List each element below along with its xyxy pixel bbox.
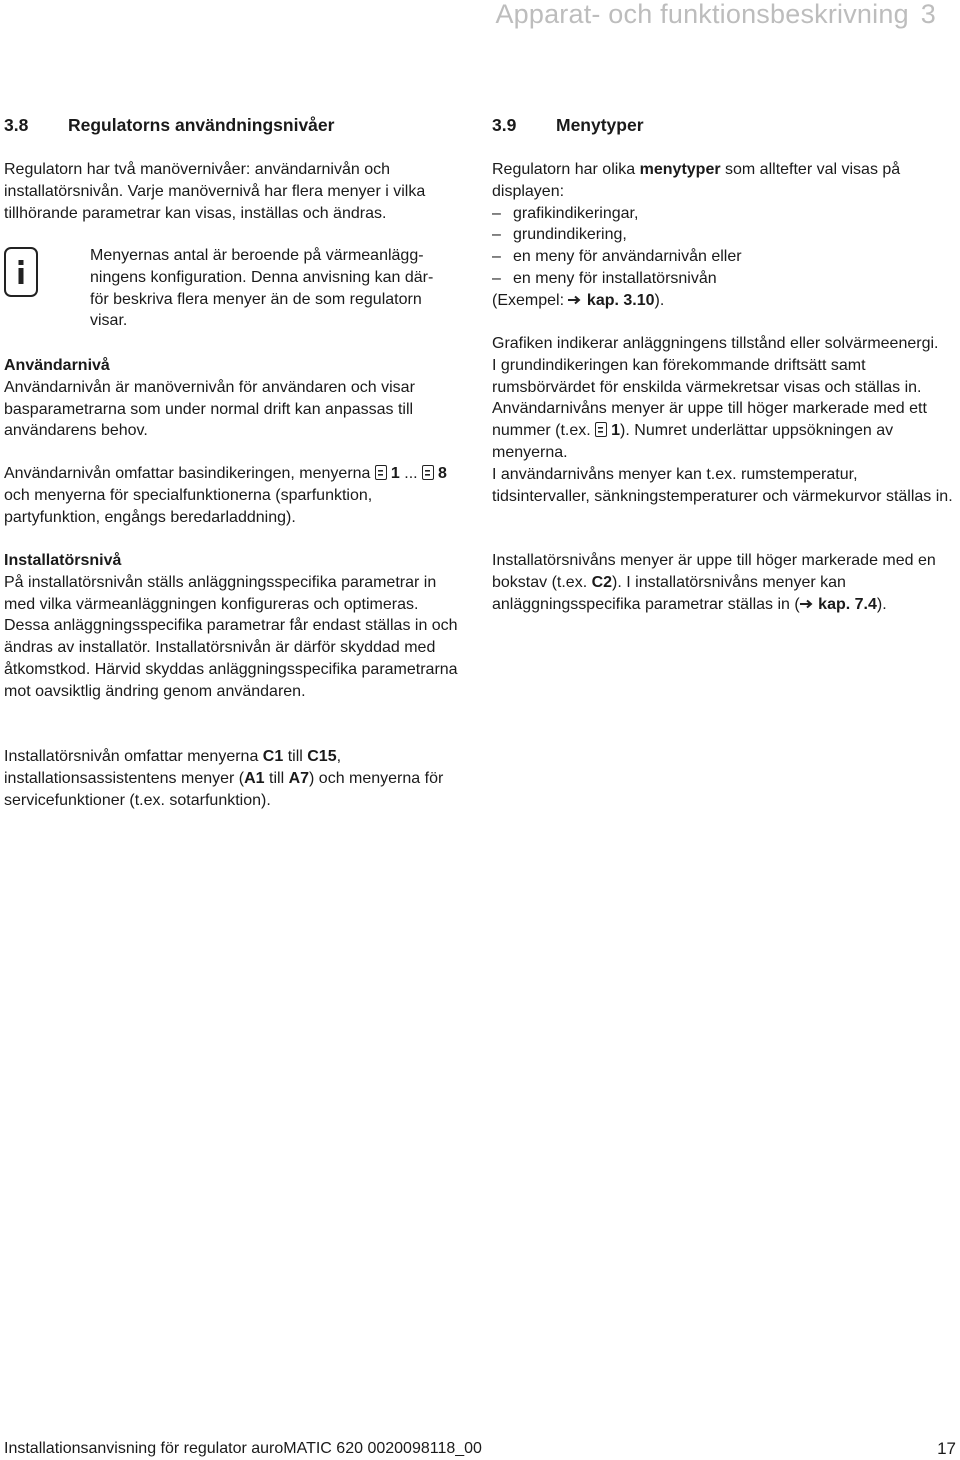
page-number: 17: [937, 1439, 956, 1458]
user-level-menus: [4, 463, 466, 528]
footer-text: Installationsanvisning för regulator auroMATIC 620 0020098118_00: [4, 1440, 482, 1457]
user-level-heading: Användarnivå: [4, 357, 110, 374]
installer-menus-paragraph: Installatörsnivåns menyer är uppe till höger markerade med en bokstav (t.ex. C2). I installatörsnivåns menyer kan anläggningsspecifika parametrar ställas in ( kap. 7.4).: [492, 550, 958, 615]
intro-paragraph: Regulatorn har två manövernivåer: användarnivån och installatörsnivån. Varje manövernivå har flera menyer i vilka tillhörande parametrar kan visas, inställas och ändras.: [4, 161, 426, 222]
installer-level-heading: Installatörsnivå: [4, 552, 122, 569]
running-header: [495, 0, 936, 30]
arrow-right-icon: [800, 594, 814, 616]
section-number: 3.8: [4, 115, 29, 135]
list-item: – grundindikering,: [492, 226, 627, 244]
section-title-3-8: [4, 114, 334, 136]
info-note: [90, 245, 462, 332]
list-item: – grafikindikeringar,: [492, 204, 639, 222]
graphics-paragraph: Grafiken indikerar anläggningens tillstånd eller solvärmeenergi.: [492, 335, 939, 352]
info-icon: [4, 247, 38, 297]
list-item: – en meny för installatörsnivån: [492, 269, 717, 287]
installer-level-menus: [4, 746, 466, 811]
left-intro: [4, 159, 466, 224]
header-title: Apparat- och funktionsbeskrivning: [495, 0, 909, 29]
note-line: visar.: [90, 312, 128, 330]
note-line: ningens konfiguration. Denna anvisning kan där-: [90, 268, 434, 286]
example-reference: (Exempel: kap. 3.10).: [492, 290, 958, 312]
installer-menus-paragraph: Installatörsnivån omfattar menyerna C1 till C15, installationsassistentens menyer (A1 till A7) och menyerna för servicefunktioner (t.ex. sotarfunktion).: [4, 748, 444, 809]
menu-icon: [422, 465, 434, 480]
right-body: [492, 333, 958, 507]
menu-types-intro: Regulatorn har olika menytyper som alltefter val visas på displayen:: [492, 161, 901, 200]
note-line: Menyernas antal är beroende på värmeanlägg-: [90, 247, 424, 264]
user-menus-paragraph: Användarnivåns menyer är uppe till höger markerade med ett nummer (t.ex. 1). Numret underlättar uppsökningen av menyerna.: [492, 400, 927, 461]
note-line: för beskriva flera menyer än de som regulatorn: [90, 290, 422, 308]
menu-icon: [595, 422, 607, 437]
installer-menus-right: [492, 550, 958, 615]
installer-level-section: [4, 550, 466, 703]
section-number: 3.9: [492, 115, 517, 135]
section-title-3-9: [492, 114, 644, 136]
menu-types-list: [492, 203, 958, 290]
section-heading: Regulatorns användningsnivåer: [68, 115, 335, 135]
user-level-text: Användarnivån är manövernivån för användaren och visar basparametrarna som under normal drift kan anpassas till användarens behov.: [4, 378, 415, 440]
list-item: – en meny för användarnivån eller: [492, 248, 742, 266]
arrow-right-icon: [568, 290, 582, 312]
user-menus-example: I användarnivåns menyer kan t.ex. rumstemperatur, tidsintervaller, sänkningstemperaturer och värmekurvor ställas in.: [492, 465, 953, 505]
menu-icon: [375, 465, 387, 480]
installer-level-text: På installatörsnivån ställs anläggningsspecifika parametrar in med vilka värmeanläggningen konfigureras och optimeras. Dessa anläggningsspecifika parametrar får endast ställas in och ändras av installatör. Installatörsnivån är därför skyddad med åtkomstkod. Härvid skyddas anläggningsspecifika parametrarna mot oavsiktlig ändring genom användaren.: [4, 573, 458, 700]
right-intro: [492, 159, 958, 312]
basic-paragraph: I grundindikeringen kan förekommande driftsätt samt rumsbörvärdet för enskilda värmekretsar visas och ställas in.: [492, 356, 922, 396]
header-chapter: 3: [920, 0, 936, 29]
user-menus-paragraph: Användarnivån omfattar basindikeringen, menyerna 1 ... 8 och menyerna för specialfunktionerna (sparfunktion, partyfunktion, engångs beredarladdning).: [4, 465, 447, 526]
user-level-section: [4, 355, 466, 442]
section-heading: Menytyper: [556, 115, 644, 135]
